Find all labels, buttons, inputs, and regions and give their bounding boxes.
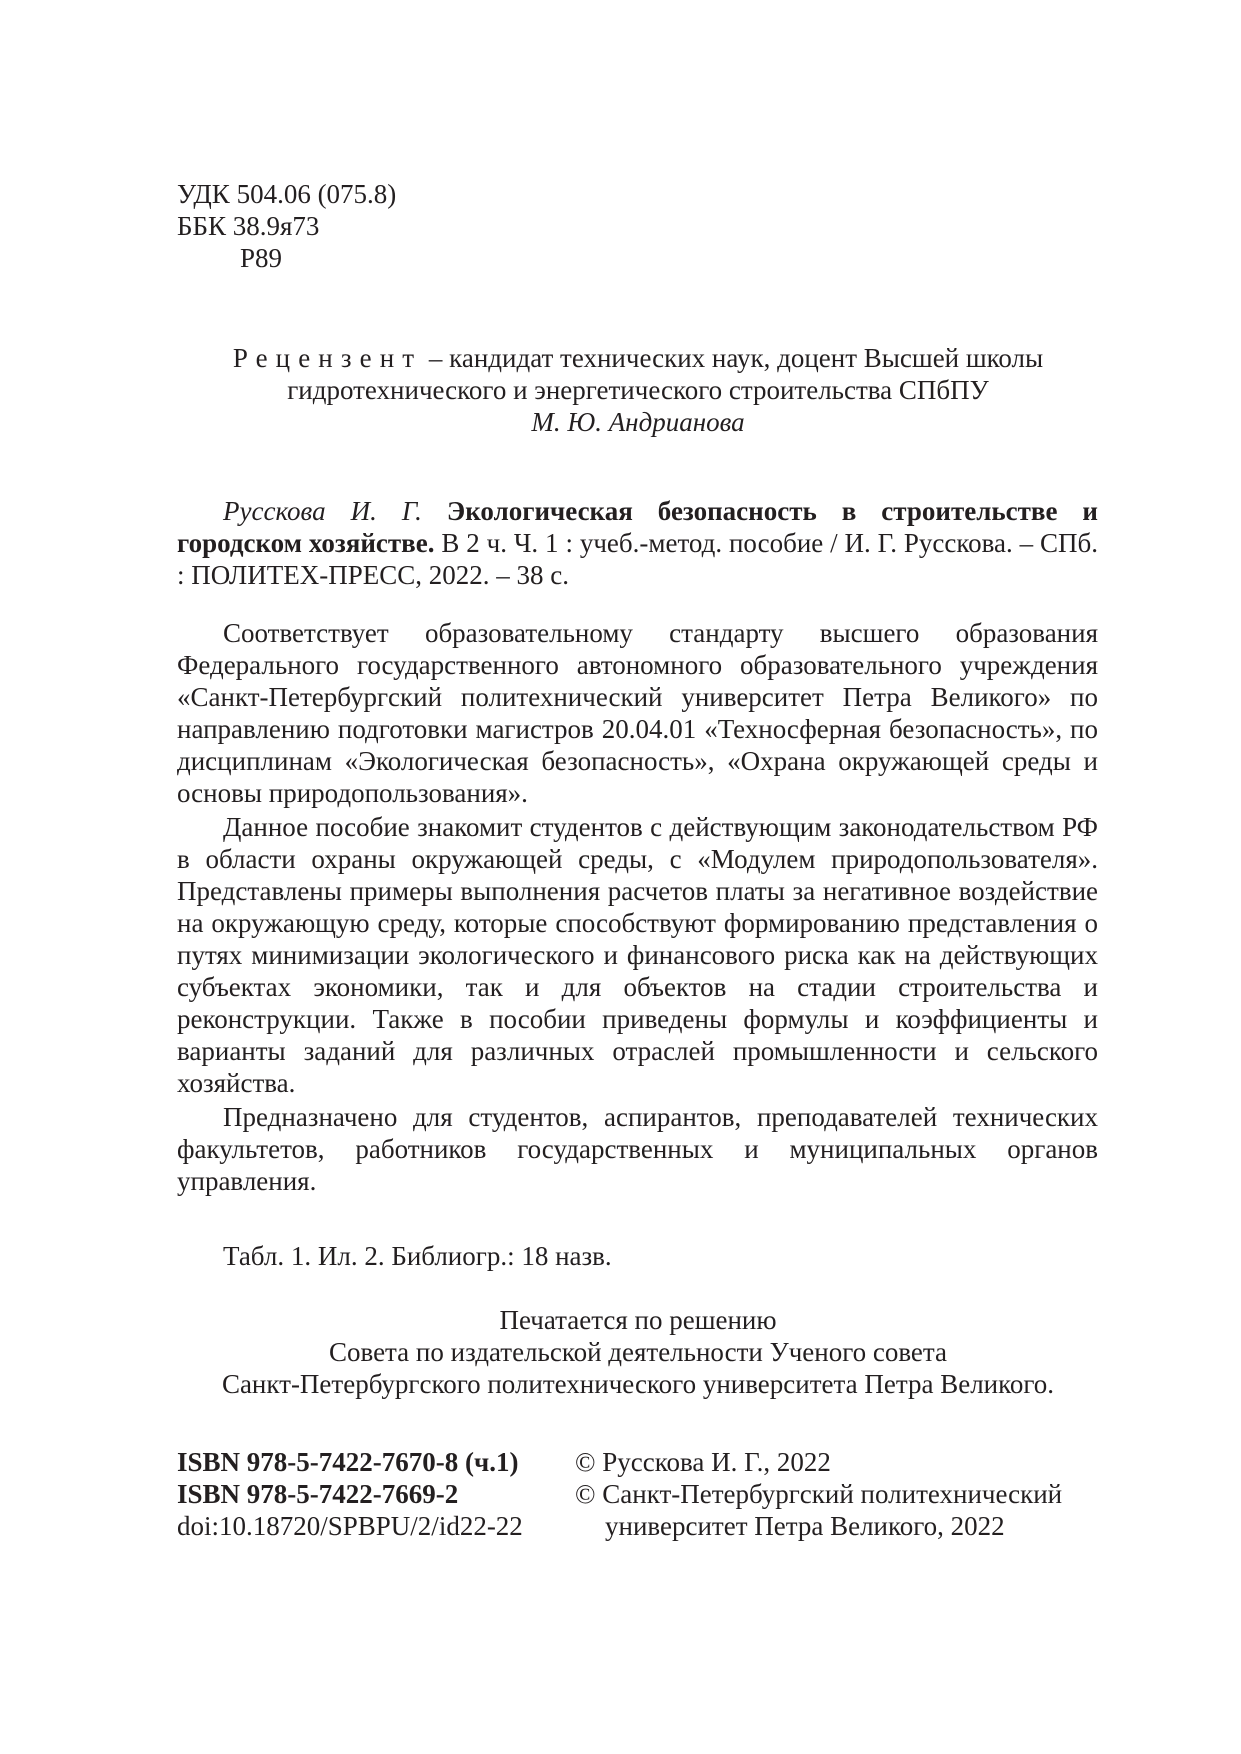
isbn-set: ISBN 978-5-7422-7669-2 bbox=[177, 1479, 459, 1509]
author-sign: Р89 bbox=[240, 243, 283, 273]
approval-line-2: Совета по издательской деятельности Ученого совета bbox=[328, 1337, 948, 1367]
publication-approval bbox=[178, 1304, 1098, 1400]
bibliographic-record bbox=[177, 495, 1098, 591]
book-details: В 2 ч. Ч. 1 : учеб.-метод. пособие / И. Г. Русскова. – СПб. : ПОЛИТЕХ-ПРЕСС, 2022. – 38 с. bbox=[177, 528, 1099, 590]
copyright-block bbox=[575, 1446, 1062, 1542]
approval-line-3: Санкт-Петербургского политехнического университета Петра Великого. bbox=[221, 1369, 1055, 1399]
reviewer-block bbox=[178, 342, 1098, 438]
classification-codes bbox=[177, 178, 396, 274]
reviewer-label: Рецензент bbox=[232, 343, 423, 373]
book-author: Русскова И. Г. bbox=[223, 496, 422, 526]
isbn-part-1: ISBN 978-5-7422-7670-8 (ч.1) bbox=[177, 1447, 519, 1477]
abstract-paragraph-content: Данное пособие знакомит студентов с действующим законодательством РФ в области охраны окружающей среды, с «Модулем природопользователя». Представлены примеры выполнения расчетов платы за негативное воздействие на окружающую среду, которые способствуют формированию представления о путях минимизации экологического и финансового риска как на действующих субъектах экономики, так и для объектов на стадии строительства и реконструкции. Также в пособии приведены формулы и коэффициенты и варианты заданий для различных отраслей промышленности и сельского хозяйства. bbox=[177, 812, 1098, 1098]
reviewer-line-2: гидротехнического и энергетического строительства СПбПУ bbox=[287, 375, 989, 405]
book-title: Экологическая безопасность в строительстве и городском хозяйстве. bbox=[177, 496, 1098, 558]
copyright-university-cont: университет Петра Великого, 2022 bbox=[605, 1511, 1005, 1541]
reviewer-line-1-rest: – кандидат технических наук, доцент Высшей школы bbox=[422, 343, 1044, 373]
udk-code: УДК 504.06 (075.8) bbox=[177, 179, 397, 209]
abstract-paragraph-standard: Соответствует образовательному стандарту высшего образования Федерального государственного автономного образовательного учреждения «Санкт-Петербургский политехнический университет Петра Великого» по направлению подготовки магистров 20.04.01 «Техносферная безопасность», по дисциплинам «Экологическая безопасность», «Охрана окружающей среды и основы природопользования». bbox=[177, 618, 1098, 808]
abstract bbox=[177, 617, 1098, 1197]
doi: doi:10.18720/SPBPU/2/id22-22 bbox=[177, 1511, 523, 1541]
bibliographic-text bbox=[177, 495, 1098, 591]
copyright-author: © Русскова И. Г., 2022 bbox=[575, 1447, 831, 1477]
bbk-code: ББК 38.9я73 bbox=[177, 211, 320, 241]
approval-line-1: Печатается по решению bbox=[499, 1305, 777, 1335]
tables-illustrations-line: Табл. 1. Ил. 2. Библиогр.: 18 назв. bbox=[223, 1241, 612, 1271]
abstract-paragraph-audience: Предназначено для студентов, аспирантов, преподавателей технических факультетов, работников государственных и муниципальных органов управления. bbox=[177, 1102, 1098, 1196]
copyright-university: © Санкт-Петербургский политехнический bbox=[575, 1479, 1063, 1509]
reviewer-line-1 bbox=[178, 342, 1098, 374]
reviewer-name: М. Ю. Андрианова bbox=[531, 407, 745, 437]
isbn-block bbox=[177, 1446, 523, 1542]
